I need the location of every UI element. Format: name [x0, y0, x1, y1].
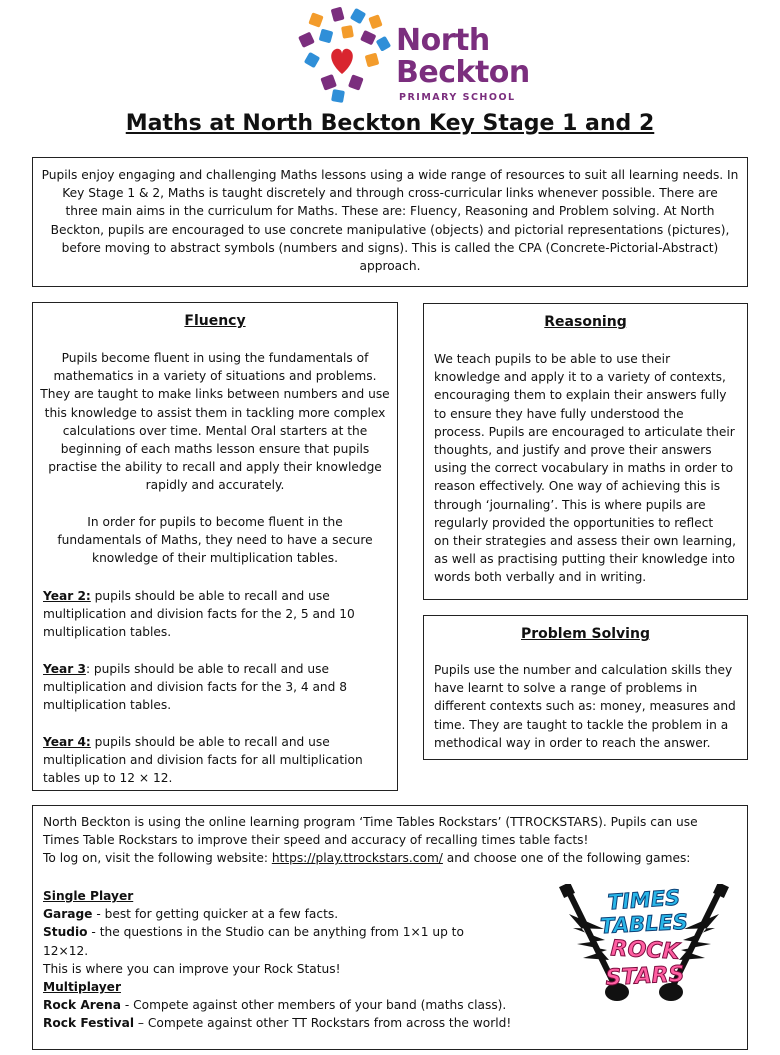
- problem-solving-box: [423, 615, 748, 760]
- year-3-label: Year 3: [43, 662, 86, 676]
- problem-solving-heading: Problem Solving: [521, 626, 650, 642]
- problem-line: time. They are taught to tackle the problem in a: [434, 717, 729, 732]
- intro-line: Key Stage 1 & 2, Maths is taught discretely and through cross-curricular links whenever possible. There are: [62, 186, 718, 201]
- ttrs-logo-rock: ROCK: [609, 936, 681, 965]
- year-2-block: [43, 587, 393, 642]
- rock-arena-label: Rock Arena: [43, 998, 121, 1013]
- fluency-line: calculations over time. Mental Oral starters at the: [62, 423, 368, 438]
- intro-box: [32, 157, 748, 287]
- intro-line: Beckton, pupils are encouraged to use concrete manipulative (objects) and pictorial representations (pictures),: [50, 222, 730, 237]
- intro-line: before moving to abstract symbols (numbers and signs). This is called the CPA (Concrete-Pictorial-Abstract): [61, 240, 719, 255]
- fluency-line: knowledge of their multiplication tables.: [92, 551, 338, 566]
- reasoning-line: as well as practising putting their knowledge into: [434, 552, 735, 567]
- year-3-line: multiplication tables.: [43, 698, 172, 713]
- school-logo: [292, 4, 532, 108]
- reasoning-line: regularly provided the opportunities to reflect: [434, 515, 714, 530]
- fluency-heading: Fluency: [184, 313, 246, 329]
- ttrockstars-link[interactable]: https://play.ttrockstars.com/: [271, 851, 443, 866]
- reasoning-line: thoughts, and justify and prove their answers: [434, 443, 712, 458]
- fluency-line: beginning of each maths lesson ensure that pupils: [60, 442, 370, 457]
- fluency-line: They are taught to make links between numbers and use: [40, 387, 390, 402]
- fluency-paragraph-1: [37, 349, 393, 495]
- garage-text: - best for getting quicker at a few facts.: [92, 907, 339, 922]
- problem-line: methodical way in order to reach the answer.: [434, 735, 711, 750]
- logo-subtitle: PRIMARY SCHOOL: [399, 92, 516, 103]
- reasoning-text: [434, 350, 743, 587]
- reasoning-line: using the correct vocabulary in maths in order to: [434, 461, 734, 476]
- fluency-line: Pupils become fluent in using the fundamentals of: [61, 351, 369, 365]
- year-4-label: Year 4:: [43, 735, 91, 749]
- year-4-block: [43, 733, 393, 788]
- studio-text: - the questions in the Studio can be anything from 1×1 up to 12×12.: [43, 925, 464, 958]
- times-tables-rockstars-logo: [559, 884, 729, 1006]
- rock-festival-label: Rock Festival: [43, 1016, 135, 1031]
- intro-text: [39, 166, 741, 275]
- fluency-line: practise the ability to recall and apply their knowledge: [48, 460, 382, 475]
- reasoning-line: on their strategies and assess their own learning,: [434, 534, 736, 549]
- fluency-line: mathematics in a variety of situations and problems.: [53, 369, 377, 384]
- ttrs-logo-tables: TABLES: [599, 909, 689, 939]
- ttrs-logo-times: TIMES: [606, 885, 681, 915]
- fluency-line: In order for pupils to become fluent in the: [87, 515, 343, 529]
- single-player-section: [43, 887, 507, 978]
- year-3-line: multiplication and division facts for the 3, 4 and 8: [43, 680, 348, 695]
- ttrs-logo-stars: STARS: [604, 961, 686, 992]
- problem-solving-text: [434, 661, 743, 752]
- problem-line: different contexts such as: money, measures and: [434, 699, 736, 714]
- reasoning-line: reason effectively. One way of achieving this is: [434, 479, 721, 494]
- reasoning-box: [423, 303, 748, 600]
- ttrs-line: North Beckton is using the online learning program ‘Time Tables Rockstars’ (TTROCKSTARS). Pupils can use: [43, 815, 698, 829]
- school-logo-icon: [292, 4, 392, 108]
- fluency-line: this knowledge to assist them in tackling more complex: [44, 405, 386, 420]
- year-2-line: multiplication and division facts for the 2, 5 and 10: [43, 607, 355, 622]
- year-3-text: : pupils should be able to recall and use: [85, 662, 329, 676]
- year-2-line: multiplication tables.: [43, 625, 172, 640]
- reasoning-line: to ensure they have fully understood the: [434, 406, 684, 421]
- studio-text-2: This is where you can improve your Rock Status!: [43, 961, 341, 976]
- year-4-line: multiplication and division facts for all multiplication: [43, 753, 363, 768]
- page-title: Maths at North Beckton Key Stage 1 and 2: [125, 111, 655, 136]
- problem-line: have learnt to solve a range of problems in: [434, 681, 698, 696]
- intro-line: approach.: [359, 259, 421, 274]
- reasoning-line: words both verbally and in writing.: [434, 570, 647, 585]
- fluency-box: [32, 302, 398, 791]
- year-3-block: [43, 660, 393, 715]
- fluency-line: fundamentals of Maths, they need to have a secure: [57, 533, 373, 548]
- problem-line: Pupils use the number and calculation skills they: [434, 663, 733, 677]
- reasoning-heading: Reasoning: [544, 314, 627, 330]
- logo-line-beckton: Beckton: [396, 55, 530, 90]
- fluency-paragraph-2: [37, 513, 393, 568]
- reasoning-line: encouraging them to explain their answers fully: [434, 388, 727, 403]
- multiplayer-heading: Multiplayer: [43, 980, 121, 994]
- single-player-heading: Single Player: [43, 889, 134, 903]
- rock-arena-text: - Compete against other members of your band (maths class).: [120, 998, 507, 1013]
- reasoning-line: knowledge and apply it to a variety of contexts,: [434, 370, 726, 385]
- reasoning-line: through ‘journaling’. This is where pupils are: [434, 497, 706, 512]
- intro-line: Pupils enjoy engaging and challenging Maths lessons using a wide range of resources to suit all learning needs. In: [41, 168, 739, 182]
- studio-label: Studio: [43, 925, 88, 940]
- year-2-text: pupils should be able to recall and use: [90, 589, 330, 603]
- year-4-text: pupils should be able to recall and use: [90, 735, 330, 749]
- ttrs-line-part: and choose one of the following games:: [442, 851, 691, 866]
- ttrs-intro: [43, 813, 741, 868]
- ttrs-line-part: To log on, visit the following website:: [43, 851, 272, 866]
- fluency-line: rapidly and accurately.: [145, 478, 285, 493]
- logo-line-north: North: [396, 23, 490, 58]
- reasoning-line: process. Pupils are encouraged to articulate their: [434, 424, 735, 439]
- garage-label: Garage: [43, 907, 93, 922]
- reasoning-line: We teach pupils to be able to use their: [434, 352, 671, 366]
- rock-festival-text: – Compete against other TT Rockstars from across the world!: [134, 1016, 512, 1031]
- multiplayer-section: [43, 978, 547, 1033]
- year-2-label: Year 2:: [43, 589, 91, 603]
- ttrockstars-box: [32, 805, 748, 1050]
- intro-line: three main aims in the curriculum for Maths. These are: Fluency, Reasoning and Problem solving. At North: [65, 204, 715, 219]
- ttrs-line: Times Table Rockstars to improve their speed and accuracy of recalling times table facts!: [43, 833, 589, 848]
- year-4-line: tables up to 12 × 12.: [43, 771, 173, 786]
